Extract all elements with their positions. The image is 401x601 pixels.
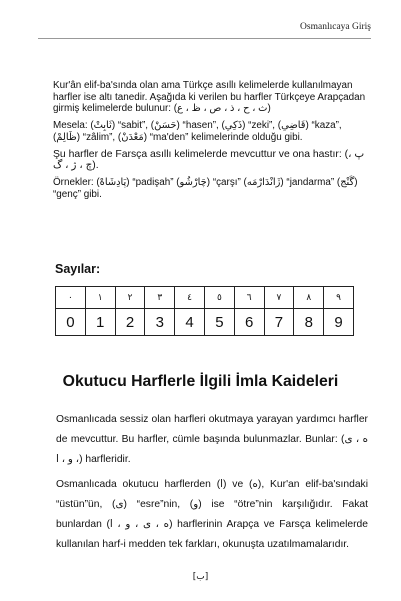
arabic-digit-cell: ٤ xyxy=(175,287,205,309)
numbers-heading: Sayılar: xyxy=(55,262,101,276)
latin-digit-cell: 1 xyxy=(85,309,115,336)
running-header-title: Osmanlıcaya Giriş xyxy=(300,22,371,32)
numbers-table xyxy=(55,286,354,336)
latin-digit-cell: 5 xyxy=(204,309,234,336)
latin-digit-cell: 9 xyxy=(324,309,354,336)
arabic-digit-cell: ١ xyxy=(85,287,115,309)
latin-digits-row xyxy=(56,309,354,336)
arabic-digit-cell: ٧ xyxy=(264,287,294,309)
latin-digit-cell: 7 xyxy=(264,309,294,336)
intro-block xyxy=(53,80,369,200)
header-rule xyxy=(38,38,371,39)
latin-digit-cell: 8 xyxy=(294,309,324,336)
section-paragraph-helper-letters: Osmanlıcada sessiz olan harfleri okutmaya yarayan yardımcı harfler de mevcuttur. Bu harfler, cümle başında bulunmazlar. Bunlar: (ه ، ی ، و ، ا) harfleridir. xyxy=(56,414,368,465)
page-number: [ب] xyxy=(192,572,209,582)
arabic-digit-cell: ٩ xyxy=(324,287,354,309)
arabic-digit-cell: ٣ xyxy=(145,287,175,309)
latin-digit-cell: 0 xyxy=(56,309,86,336)
arabic-digit-cell: ٦ xyxy=(234,287,264,309)
section-title: Okutucu Harflerle İlgili İmla Kaideleri xyxy=(62,373,339,390)
section-paragraph-equivalents: Osmanlıcada okutucu harflerden (ا) ve (ه), Kur'an elif-ba'sındaki “üstün”ün, (ی) “esre”nin, (و) ise “ötre”nin karşılığıdır. Fakat bunlardan (ه ، ی ، و ، ا) harflerinin Arapça ve Farsça kelimelerde kullanılan harf-i medden tek farkları, okunuşta uzatılmamalarıdır. xyxy=(56,479,369,550)
arabic-digit-cell: ٠ xyxy=(56,287,86,309)
intro-paragraph-persian-letters: Şu harfler de Farsça asıllı kelimelerde mevcuttur ve ona hastır: (پ ، چ ، ژ ، گ). xyxy=(53,148,365,172)
latin-digit-cell: 4 xyxy=(175,309,205,336)
latin-digit-cell: 2 xyxy=(115,309,145,336)
intro-paragraph-letters: Kur'ân elif-ba'sında olan ama Türkçe asıllı kelimelerde kullanılmayan harfler ise altı tanedir. Aşağıda ki verilen bu harfler Türkçeye Arapçadan girmiş kelimelerde bulunur: (ث ، ح ، ذ ، ص ، ظ ، ع) xyxy=(53,80,366,115)
intro-paragraph-examples: Mesela: (ثَابِتْ) “sabit”, (حَسَنْ) “hasen”, (ذَكِي) “zeki”, (قَاضِي) “kaza”, (ظَالِمْ) “zâlim”, (مَعْدَنْ) “ma'den” kelimelerinde olduğu gibi. xyxy=(53,120,342,143)
arabic-digits-row xyxy=(56,287,354,309)
latin-digit-cell: 6 xyxy=(234,309,264,336)
arabic-digit-cell: ٥ xyxy=(204,287,234,309)
section-body xyxy=(56,410,368,555)
arabic-digit-cell: ٢ xyxy=(115,287,145,309)
intro-paragraph-persian-examples: Örnekler: (پَادِشَاهْ) “padişah” (چَارْشُو) “çarşı” (ژَانْدَارْمَه) “jandarma” (گَنْج) “genç” gibi. xyxy=(53,176,358,200)
latin-digit-cell: 3 xyxy=(145,309,175,336)
arabic-digit-cell: ٨ xyxy=(294,287,324,309)
